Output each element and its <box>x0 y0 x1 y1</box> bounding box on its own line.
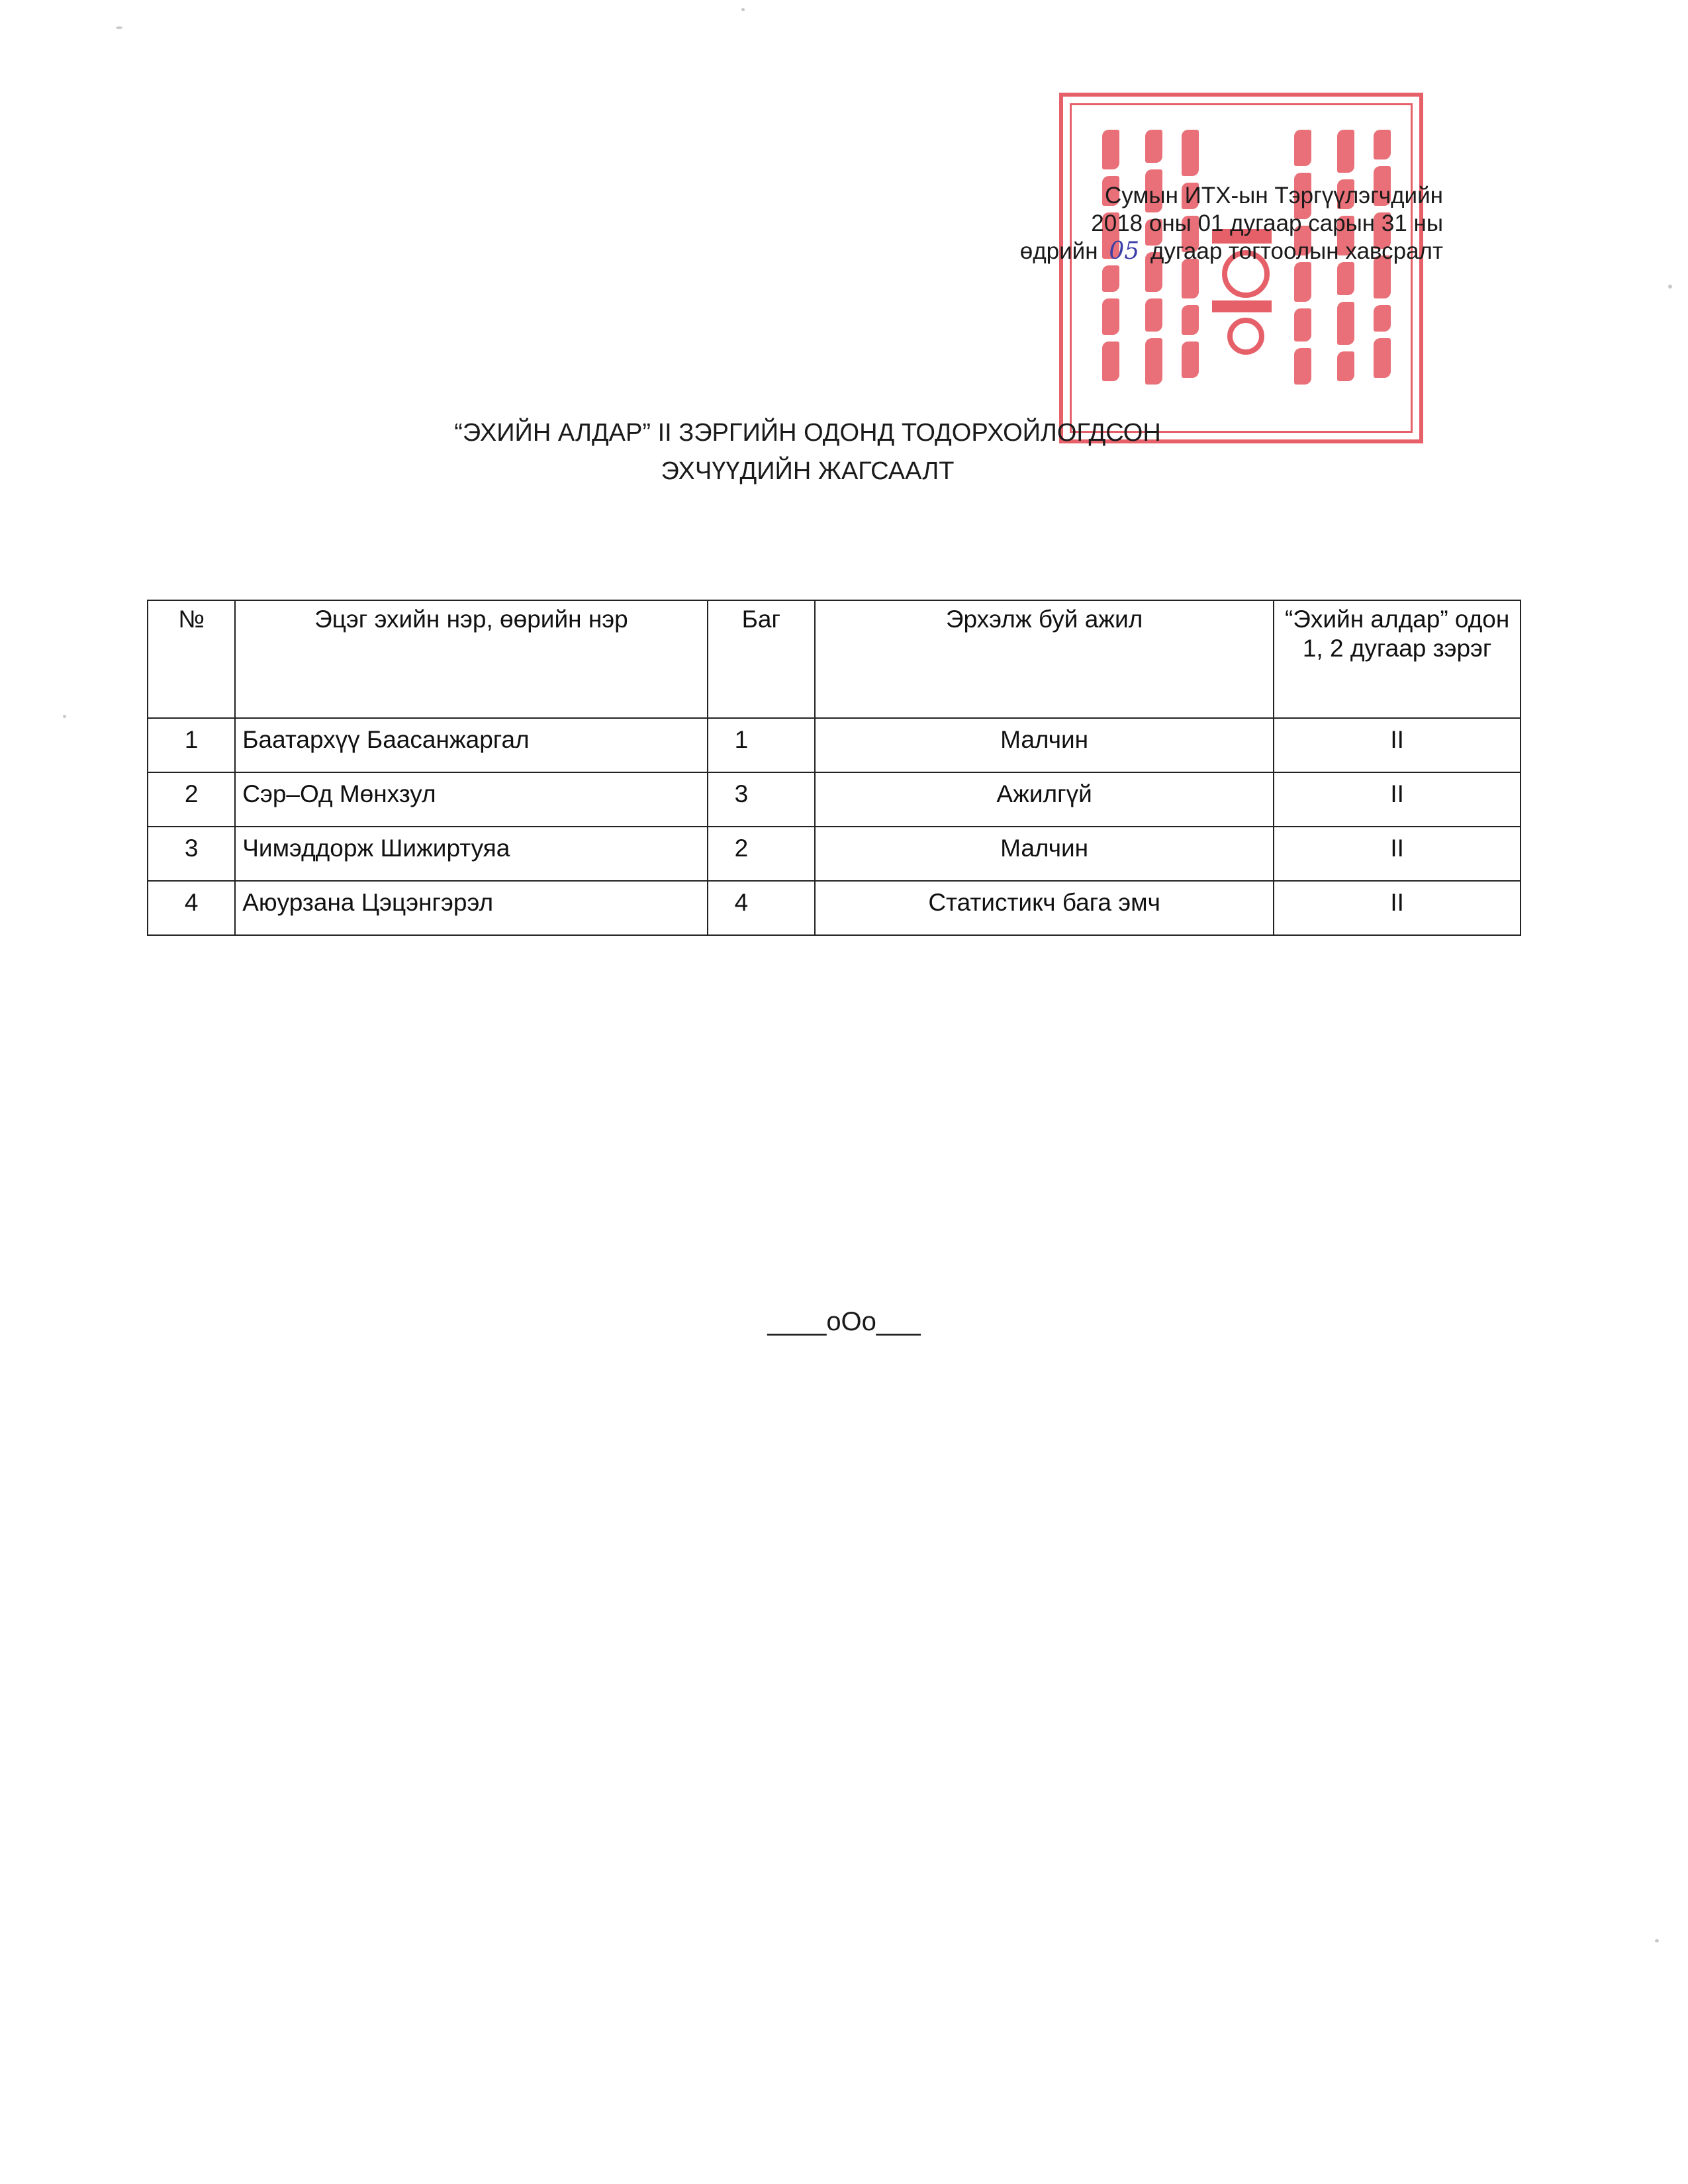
cell-name: Чимэддорж Шижиртуяа <box>235 827 707 881</box>
cell-bag: 2 <box>708 827 815 881</box>
cell-degree: II <box>1274 827 1521 881</box>
resolution-number: 05 <box>1109 238 1140 265</box>
seal-script-column <box>1143 130 1165 414</box>
table-row <box>148 718 1521 772</box>
header-job: Эрхэлж буй ажил <box>815 600 1274 718</box>
cell-job: Статистикч бага эмч <box>815 881 1274 935</box>
table-row <box>148 772 1521 827</box>
annex-line-3-suffix: дугаар тогтоолын хавсралт <box>1150 238 1443 264</box>
cell-name: Сэр–Од Мөнхзул <box>235 772 707 827</box>
seal-script-column <box>1335 130 1357 414</box>
table-row <box>148 827 1521 881</box>
header-name: Эцэг эхийн нэр, өөрийн нэр <box>235 600 707 718</box>
annex-line-2: 2018 оны 01 дугаар сарын 31 ны <box>1091 210 1443 236</box>
cell-job: Ажилгүй <box>815 772 1274 827</box>
scan-speck <box>741 8 745 11</box>
seal-script-column <box>1371 130 1393 414</box>
title-line-2: ЭХЧҮҮДИЙН ЖАГСААЛТ <box>661 457 955 485</box>
end-of-document-mark: ____oOo___ <box>767 1307 921 1336</box>
scan-speck <box>63 715 66 718</box>
table-header-row <box>148 600 1521 718</box>
cell-number: 1 <box>148 718 235 772</box>
cell-name: Баатархүү Баасанжаргал <box>235 718 707 772</box>
cell-job: Малчин <box>815 718 1274 772</box>
scan-speck <box>1655 1939 1659 1942</box>
cell-job: Малчин <box>815 827 1274 881</box>
header-degree: “Эхийн алдар” одон 1, 2 дугаар зэрэг <box>1274 600 1521 718</box>
mothers-list-table <box>147 600 1521 936</box>
cell-bag: 1 <box>708 718 815 772</box>
cell-number: 4 <box>148 881 235 935</box>
header-number: № <box>148 600 235 718</box>
cell-name: Аюурзана Цэцэнгэрэл <box>235 881 707 935</box>
seal-script-column <box>1100 130 1122 414</box>
scan-speck <box>1668 285 1672 289</box>
seal-script-column <box>1291 130 1314 414</box>
official-seal-stamp <box>1059 93 1423 443</box>
scan-speck <box>116 26 122 29</box>
cell-number: 3 <box>148 827 235 881</box>
table-row <box>148 881 1521 935</box>
annex-line-3-prefix: өдрийн <box>1019 238 1098 264</box>
annex-header <box>1020 182 1443 265</box>
cell-degree: II <box>1274 718 1521 772</box>
title-line-1: “ЭХИЙН АЛДАР” II ЗЭРГИЙН ОДОНД ТОДОРХОЙЛОГДСОН <box>454 419 1161 447</box>
document-title <box>252 414 1364 490</box>
cell-number: 2 <box>148 772 235 827</box>
cell-degree: II <box>1274 881 1521 935</box>
cell-bag: 4 <box>708 881 815 935</box>
cell-degree: II <box>1274 772 1521 827</box>
header-bag: Баг <box>708 600 815 718</box>
annex-line-3 <box>1020 238 1443 265</box>
seal-script-column <box>1179 130 1201 414</box>
annex-line-1: Сумын ИТХ-ын Тэргүүлэгчдийн <box>1104 183 1443 208</box>
cell-bag: 3 <box>708 772 815 827</box>
